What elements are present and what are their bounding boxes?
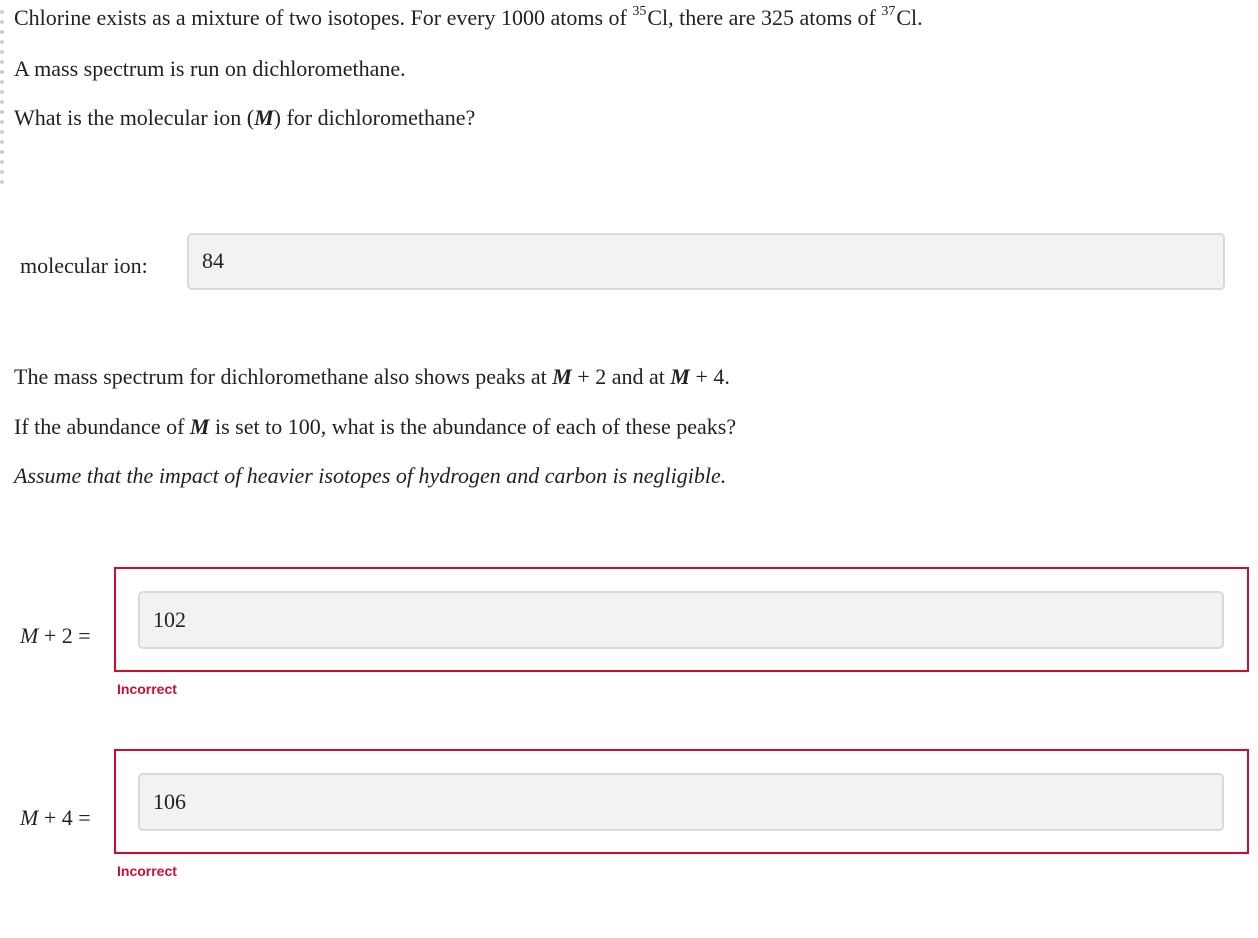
question-molecular-ion-text: What is the molecular ion (M) for dichloromethane? bbox=[14, 105, 476, 130]
question-isotope-text: Chlorine exists as a mixture of two isotopes. For every 1000 atoms of $^{35}$Cl, there are 325 atoms of $^{37}$Cl. bbox=[14, 3, 923, 30]
part2-abundance-text: If the abundance of M is set to 100, what is the abundance of each of these peaks? bbox=[14, 414, 737, 439]
m-plus-4-label: M + 4 = bbox=[20, 805, 91, 830]
question-spectrum-text: A mass spectrum is run on dichloromethane. bbox=[14, 56, 406, 81]
left-edge-watermark bbox=[0, 10, 4, 195]
isotope-37-mass: 37 bbox=[881, 3, 896, 19]
m-plus-2-label: M + 2 = bbox=[20, 623, 91, 648]
m-plus-2-input[interactable]: 102 bbox=[138, 591, 1224, 649]
part2-assumption-text: Assume that the impact of heavier isotopes of hydrogen and carbon is negligible. bbox=[14, 463, 727, 488]
molecular-ion-input[interactable]: 84 bbox=[187, 233, 1225, 290]
isotope-35-mass: 35 bbox=[632, 3, 647, 19]
part2-peaks-text: The mass spectrum for dichloromethane also shows peaks at M + 2 and at M + 4. bbox=[14, 364, 730, 389]
m-plus-2-feedback: Incorrect bbox=[117, 681, 177, 697]
m-plus-4-input[interactable]: 106 bbox=[138, 773, 1224, 831]
molecular-ion-label: molecular ion: bbox=[20, 253, 148, 278]
m-plus-4-feedback: Incorrect bbox=[117, 863, 177, 879]
